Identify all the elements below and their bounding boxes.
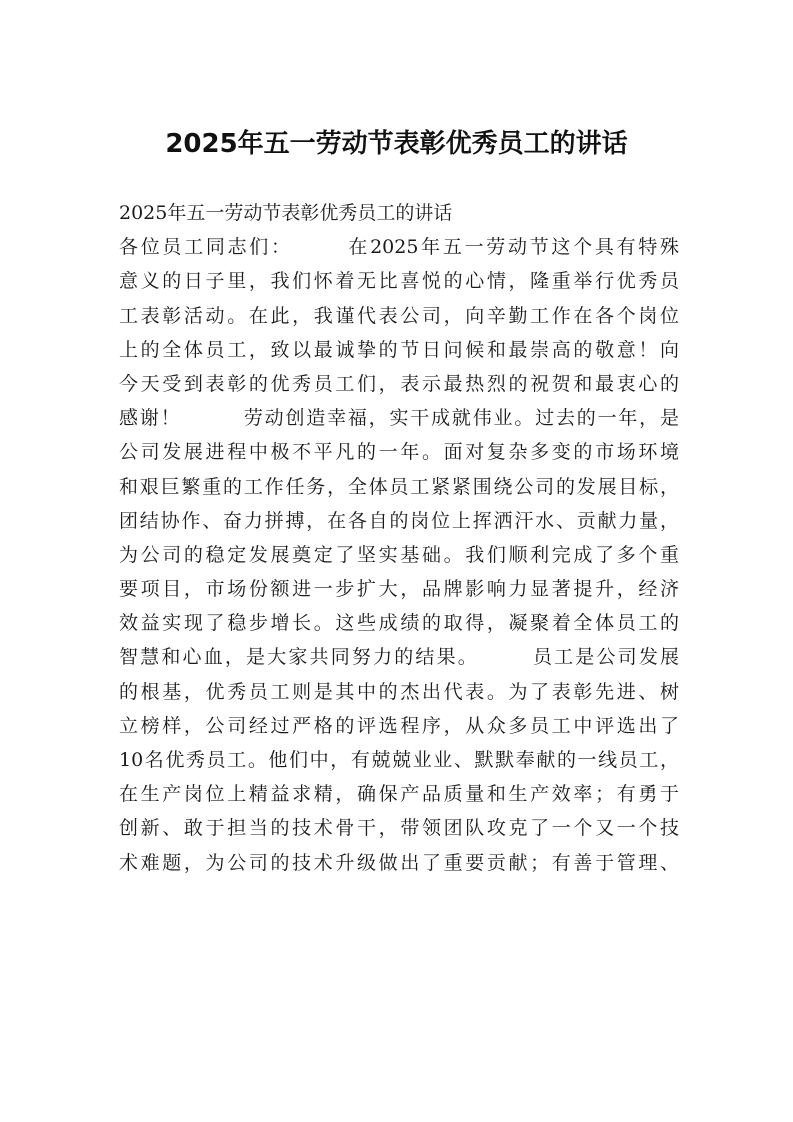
body-line: 立榜样，公司经过严格的评选程序，从众多员工中评选出了 bbox=[119, 714, 679, 737]
document-title: 2025年五一劳动节表彰优秀员工的讲话 bbox=[165, 129, 628, 159]
body-line: 各位员工同志们： 在2025年五一劳动节这个具有特殊 bbox=[119, 236, 679, 259]
body-line: 团结协作、奋力拼搏，在各自的岗位上挥洒汗水、贡献力量， bbox=[119, 509, 679, 532]
document-body bbox=[119, 196, 679, 880]
body-line: 要项目，市场份额进一步扩大，品牌影响力显著提升，经济 bbox=[119, 578, 679, 601]
body-line: 和艰巨繁重的工作任务，全体员工紧紧围绕公司的发展目标， bbox=[119, 475, 679, 498]
body-line: 上的全体员工，致以最诚挚的节日问候和最崇高的敬意！向 bbox=[119, 338, 679, 361]
body-line: 效益实现了稳步增长。这些成绩的取得，凝聚着全体员工的 bbox=[119, 612, 679, 635]
body-line: 10名优秀员工。他们中，有兢兢业业、默默奉献的一线员工， bbox=[119, 749, 679, 771]
body-line: 2025年五一劳动节表彰优秀员工的讲话 bbox=[119, 202, 453, 224]
body-line: 公司发展进程中极不平凡的一年。面对复杂多变的市场环境 bbox=[119, 441, 679, 464]
body-line: 在生产岗位上精益求精，确保产品质量和生产效率；有勇于 bbox=[119, 783, 679, 806]
body-line: 术难题，为公司的技术升级做出了重要贡献；有善于管理、 bbox=[119, 851, 679, 874]
body-line: 工表彰活动。在此，我谨代表公司，向辛勤工作在各个岗位 bbox=[119, 304, 679, 327]
body-line: 感谢！ 劳动创造幸福，实干成就伟业。过去的一年，是 bbox=[119, 407, 679, 430]
body-line: 的根基，优秀员工则是其中的杰出代表。为了表彰先进、树 bbox=[119, 680, 679, 703]
body-line: 创新、敢于担当的技术骨干，带领团队攻克了一个又一个技 bbox=[119, 817, 679, 840]
body-line: 智慧和心血，是大家共同努力的结果。 员工是公司发展 bbox=[119, 646, 679, 669]
body-line: 为公司的稳定发展奠定了坚实基础。我们顺利完成了多个重 bbox=[119, 543, 679, 566]
body-line: 意义的日子里，我们怀着无比喜悦的心情，隆重举行优秀员 bbox=[119, 270, 679, 293]
body-line: 今天受到表彰的优秀员工们，表示最热烈的祝贺和最衷心的 bbox=[119, 372, 679, 395]
